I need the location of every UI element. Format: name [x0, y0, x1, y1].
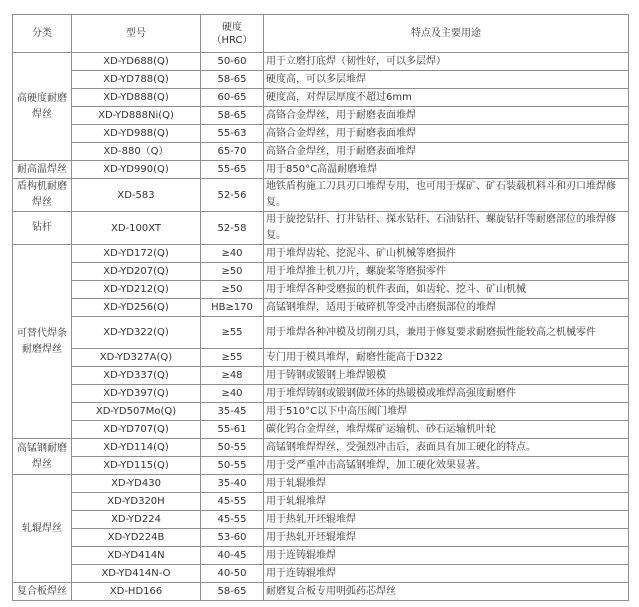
model-cell: XD-YD507Mo(Q) — [72, 403, 201, 421]
description-cell: 用于堆焊推土机刀片，螺旋桨等磨损零件 — [264, 263, 629, 281]
description-cell: 用于850°C高温耐磨堆焊 — [264, 161, 629, 179]
table-row — [13, 281, 629, 299]
category-cell: 耐高温焊丝 — [13, 161, 72, 179]
description-cell: 用于堆焊各种冲模及切削刃具，兼用于修复要求耐磨损性能较高之机械零件 — [264, 317, 629, 349]
table-row — [13, 263, 629, 281]
table-row — [13, 212, 629, 245]
table-row — [13, 143, 629, 161]
description-cell: 专门用于模具堆焊，耐磨性能高于D322 — [264, 349, 629, 367]
category-cell: 盾构机耐磨焊丝 — [13, 179, 72, 212]
category-cell: 高锰钢耐磨焊丝 — [13, 439, 72, 475]
table-row — [13, 179, 629, 212]
model-cell: XD-YD414N — [72, 547, 201, 565]
description-cell: 用于立磨打底焊（韧性好，可以多层焊） — [264, 53, 629, 71]
hardness-cell: 60-65 — [201, 89, 264, 107]
header-hardness — [201, 15, 264, 53]
welding-wire-spec-table-container — [12, 14, 628, 601]
description-cell: 用于堆焊铸钢或锻钢做坯体的热锻模或堆焊高强度耐磨件 — [264, 385, 629, 403]
hardness-cell: 35-40 — [201, 475, 264, 493]
model-cell: XD-YD337(Q) — [72, 367, 201, 385]
model-cell: XD-YD327A(Q) — [72, 349, 201, 367]
model-cell: XD-YD990(Q) — [72, 161, 201, 179]
category-cell: 高硬度耐磨焊丝 — [13, 53, 72, 161]
hardness-cell: 40-45 — [201, 547, 264, 565]
hardness-cell: 35-45 — [201, 403, 264, 421]
description-cell: 用于轧辊堆焊 — [264, 493, 629, 511]
hardness-cell: HB≥170 — [201, 299, 264, 317]
model-cell: XD-YD224 — [72, 511, 201, 529]
description-cell: 地铁盾构施工刀具刃口堆焊专用，也可用于煤矿、矿石装载机料斗和刃口堆焊修复。 — [264, 179, 629, 212]
model-cell: XD-YD688(Q) — [72, 53, 201, 71]
description-cell: 用于铸钢或锻钢上堆焊锻模 — [264, 367, 629, 385]
description-cell: 高铬合金焊丝，用于耐磨表面堆焊 — [264, 125, 629, 143]
description-cell: 硬度高，对焊层厚度不超过6mm — [264, 89, 629, 107]
hardness-cell: 50-55 — [201, 457, 264, 475]
hardness-cell: 53-60 — [201, 529, 264, 547]
hardness-cell: 50-60 — [201, 53, 264, 71]
table-row — [13, 547, 629, 565]
description-cell: 碳化钨合金焊丝，堆焊煤矿运输机、砂石运输机叶轮 — [264, 421, 629, 439]
table-row — [13, 457, 629, 475]
model-cell: XD-HD166 — [72, 583, 201, 601]
description-cell: 耐磨复合板专用明弧药芯焊丝 — [264, 583, 629, 601]
hardness-cell: ≥40 — [201, 385, 264, 403]
description-cell: 用于热轧开坯辊堆焊 — [264, 529, 629, 547]
description-cell: 高锰钢堆焊焊丝，受强烈冲击后，表面具有加工硬化的特点。 — [264, 439, 629, 457]
model-cell: XD-YD320H — [72, 493, 201, 511]
table-row — [13, 367, 629, 385]
table-row — [13, 385, 629, 403]
hardness-cell: ≥50 — [201, 281, 264, 299]
model-cell: XD-100XT — [72, 212, 201, 245]
hardness-cell: 55-61 — [201, 421, 264, 439]
model-cell: XD-YD430 — [72, 475, 201, 493]
table-row — [13, 403, 629, 421]
description-cell: 用于旋挖钻杆、打井钻杆、探水钻杆、石油钻杆、螺旋钻杆等耐磨部位的堆焊修复。 — [264, 212, 629, 245]
description-cell: 高锰钢堆焊，适用于破碎机等受冲击磨损部位的堆焊 — [264, 299, 629, 317]
hardness-cell: 58-65 — [201, 107, 264, 125]
table-row — [13, 475, 629, 493]
table-row — [13, 421, 629, 439]
table-row — [13, 71, 629, 89]
table-row — [13, 317, 629, 349]
table-row — [13, 53, 629, 71]
model-cell: XD-YD224B — [72, 529, 201, 547]
hardness-cell: 45-55 — [201, 511, 264, 529]
hardness-cell: 40-50 — [201, 565, 264, 583]
table-row — [13, 583, 629, 601]
model-cell: XD-YD888(Q) — [72, 89, 201, 107]
welding-wire-spec-table — [12, 14, 629, 601]
table-row — [13, 299, 629, 317]
description-cell: 用于受严重冲击高锰钢堆焊，加工硬化效果显著。 — [264, 457, 629, 475]
description-cell: 高铬合金焊丝，用于耐磨表面堆焊 — [264, 143, 629, 161]
header-description: 特点及主要用途 — [264, 15, 629, 53]
hardness-cell: 52-56 — [201, 179, 264, 212]
model-cell: XD-YD115(Q) — [72, 457, 201, 475]
description-cell: 用于轧辊堆焊 — [264, 475, 629, 493]
hardness-cell: 50-55 — [201, 439, 264, 457]
hardness-cell: ≥55 — [201, 317, 264, 349]
header-hardness-line2: （HRC） — [211, 34, 253, 46]
model-cell: XD-YD988(Q) — [72, 125, 201, 143]
model-cell: XD-YD212(Q) — [72, 281, 201, 299]
hardness-cell: 58-65 — [201, 583, 264, 601]
model-cell: XD-YD172(Q) — [72, 245, 201, 263]
hardness-cell: ≥48 — [201, 367, 264, 385]
description-cell: 用于堆焊各种受磨损的机件表面，如齿轮、挖斗、矿山机械 — [264, 281, 629, 299]
description-cell: 用于热轧开坯辊堆焊 — [264, 511, 629, 529]
header-model: 型号 — [72, 15, 201, 53]
table-row — [13, 493, 629, 511]
model-cell: XD-YD397(Q) — [72, 385, 201, 403]
table-row — [13, 529, 629, 547]
table-row — [13, 89, 629, 107]
table-body — [13, 53, 629, 601]
category-cell: 轧辊焊丝 — [13, 475, 72, 583]
table-row — [13, 107, 629, 125]
header-category: 分类 — [13, 15, 72, 53]
table-row — [13, 349, 629, 367]
hardness-cell: ≥50 — [201, 263, 264, 281]
description-cell: 高铬合金焊丝，用于耐磨表面堆焊 — [264, 107, 629, 125]
model-cell: XD-880（Q） — [72, 143, 201, 161]
model-cell: XD-YD207(Q) — [72, 263, 201, 281]
description-cell: 硬度高，可以多层堆焊 — [264, 71, 629, 89]
header-hardness-line1: 硬度 — [222, 21, 242, 33]
model-cell: XD-YD414N-O — [72, 565, 201, 583]
hardness-cell: 65-70 — [201, 143, 264, 161]
category-cell: 钻杆 — [13, 212, 72, 245]
model-cell: XD-583 — [72, 179, 201, 212]
hardness-cell: 58-65 — [201, 71, 264, 89]
model-cell: XD-YD707(Q) — [72, 421, 201, 439]
description-cell: 用于连铸辊堆焊 — [264, 565, 629, 583]
category-cell: 可替代焊条耐磨焊丝 — [13, 245, 72, 439]
hardness-cell: ≥55 — [201, 349, 264, 367]
category-cell: 复合板焊丝 — [13, 583, 72, 601]
table-row — [13, 565, 629, 583]
hardness-cell: 55-65 — [201, 161, 264, 179]
description-cell: 用于连铸辊堆焊 — [264, 547, 629, 565]
model-cell: XD-YD888Ni(Q) — [72, 107, 201, 125]
model-cell: XD-YD114(Q) — [72, 439, 201, 457]
model-cell: XD-YD322(Q) — [72, 317, 201, 349]
hardness-cell: 52-58 — [201, 212, 264, 245]
hardness-cell: 45-55 — [201, 493, 264, 511]
description-cell: 用于堆焊齿轮、挖泥斗、矿山机械等磨损件 — [264, 245, 629, 263]
hardness-cell: 55-63 — [201, 125, 264, 143]
table-row — [13, 245, 629, 263]
table-row — [13, 511, 629, 529]
table-row — [13, 161, 629, 179]
description-cell: 用于510°C以下中高压阀门堆焊 — [264, 403, 629, 421]
table-row — [13, 439, 629, 457]
hardness-cell: ≥40 — [201, 245, 264, 263]
table-header-row — [13, 15, 629, 53]
table-row — [13, 125, 629, 143]
model-cell: XD-YD256(Q) — [72, 299, 201, 317]
model-cell: XD-YD788(Q) — [72, 71, 201, 89]
